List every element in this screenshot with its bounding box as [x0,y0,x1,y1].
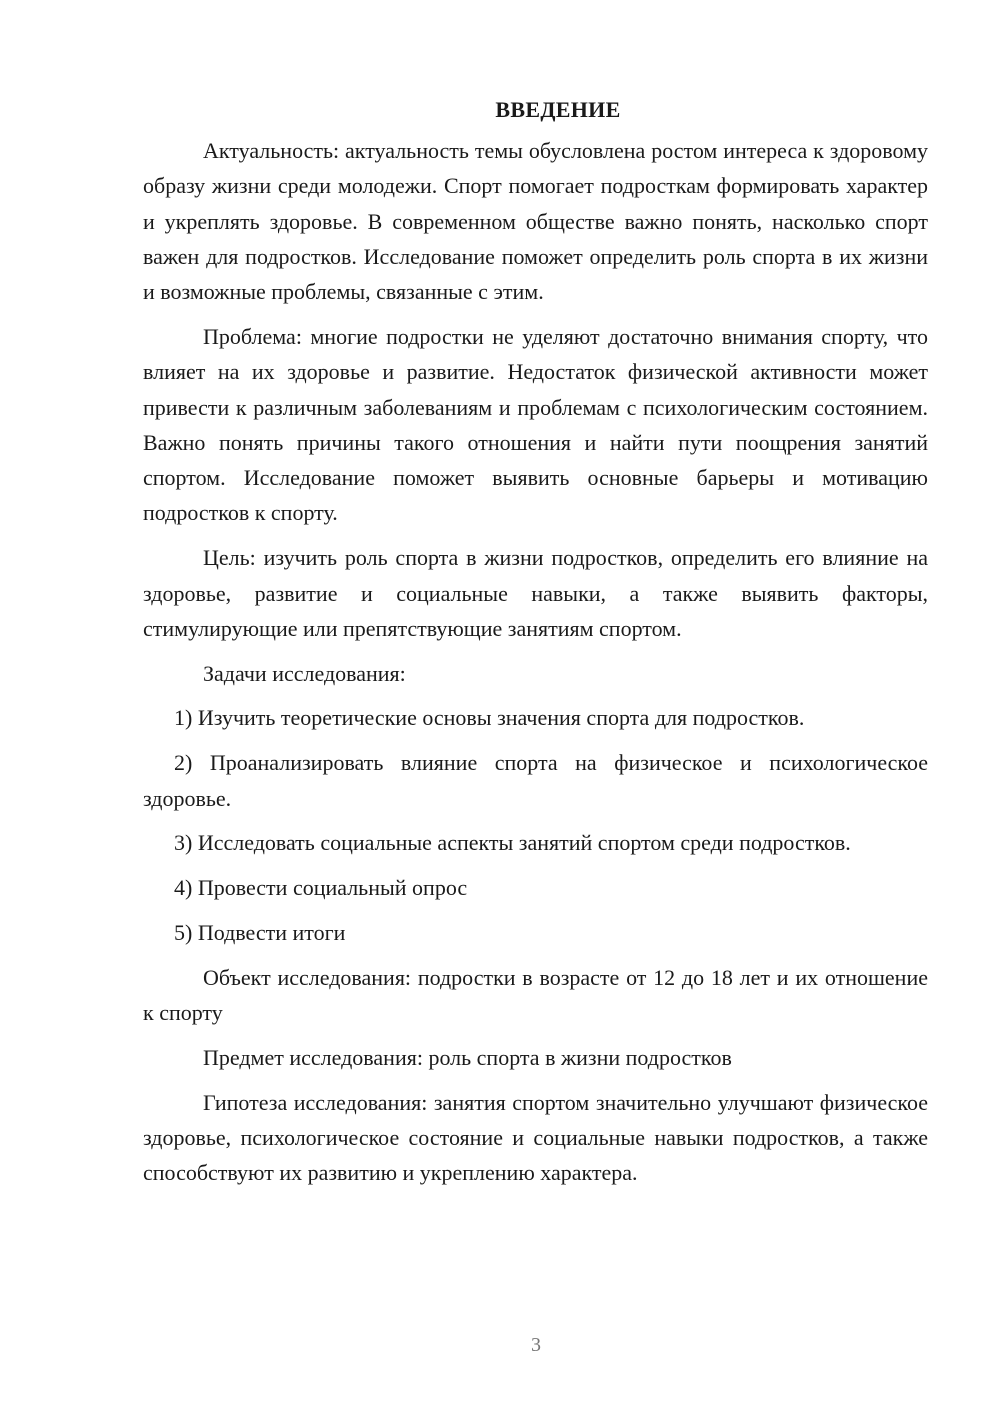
list-item: 4) Провести социальный опрос [174,875,468,901]
page-title: ВВЕДЕНИЕ [495,97,621,122]
page-content [143,92,928,1191]
paragraph-relevance: Актуальность: актуальность темы обусловлена ростом интереса к здоровому образу жизни среди молодежи. Спорт помогает подросткам формировать характер и укреплять здоровье. В современном обществе важно понять, насколько спорт важен для подростков. Исследование поможет определить роль спорта в их жизни и возможные проблемы, связанные с этим. [143,138,928,305]
paragraph-goal: Цель: изучить роль спорта в жизни подростков, определить его влияние на здоровье, развитие и социальные навыки, а также выявить факторы, стимулирующие или препятствующие занятиям спортом. [143,545,928,641]
list-item: 2) Проанализировать влияние спорта на физическое и психологическое здоровье. [143,750,928,811]
paragraph-problem: Проблема: многие подростки не уделяют достаточно внимания спорту, что влияет на их здоровье и развитие. Недостаток физической активности может привести к различным заболеваниям и проблемам с психологическим состоянием. Важно понять причины такого отношения и найти пути поощрения занятий спортом. Исследование поможет выявить основные барьеры и мотивацию подростков к спорту. [143,323,928,526]
paragraph-subject: Предмет исследования: роль спорта в жизни подростков [203,1044,732,1070]
list-item: 5) Подвести итоги [174,919,346,945]
page-number: 3 [531,1334,541,1356]
paragraph-hypothesis: Гипотеза исследования: занятия спортом значительно улучшают физическое здоровье, психологическое состояние и социальные навыки подростков, а также способствуют их развитию и укреплению характера. [143,1089,928,1186]
paragraph-object: Объект исследования: подростки в возрасте от 12 до 18 лет и их отношение к спорту [143,964,928,1026]
list-item: 3) Исследовать социальные аспекты занятий спортом среди подростков. [174,830,851,856]
tasks-heading: Задачи исследования: [203,660,406,686]
list-item: 1) Изучить теоретические основы значения спорта для подростков. [174,705,805,731]
tasks-list [143,700,928,950]
